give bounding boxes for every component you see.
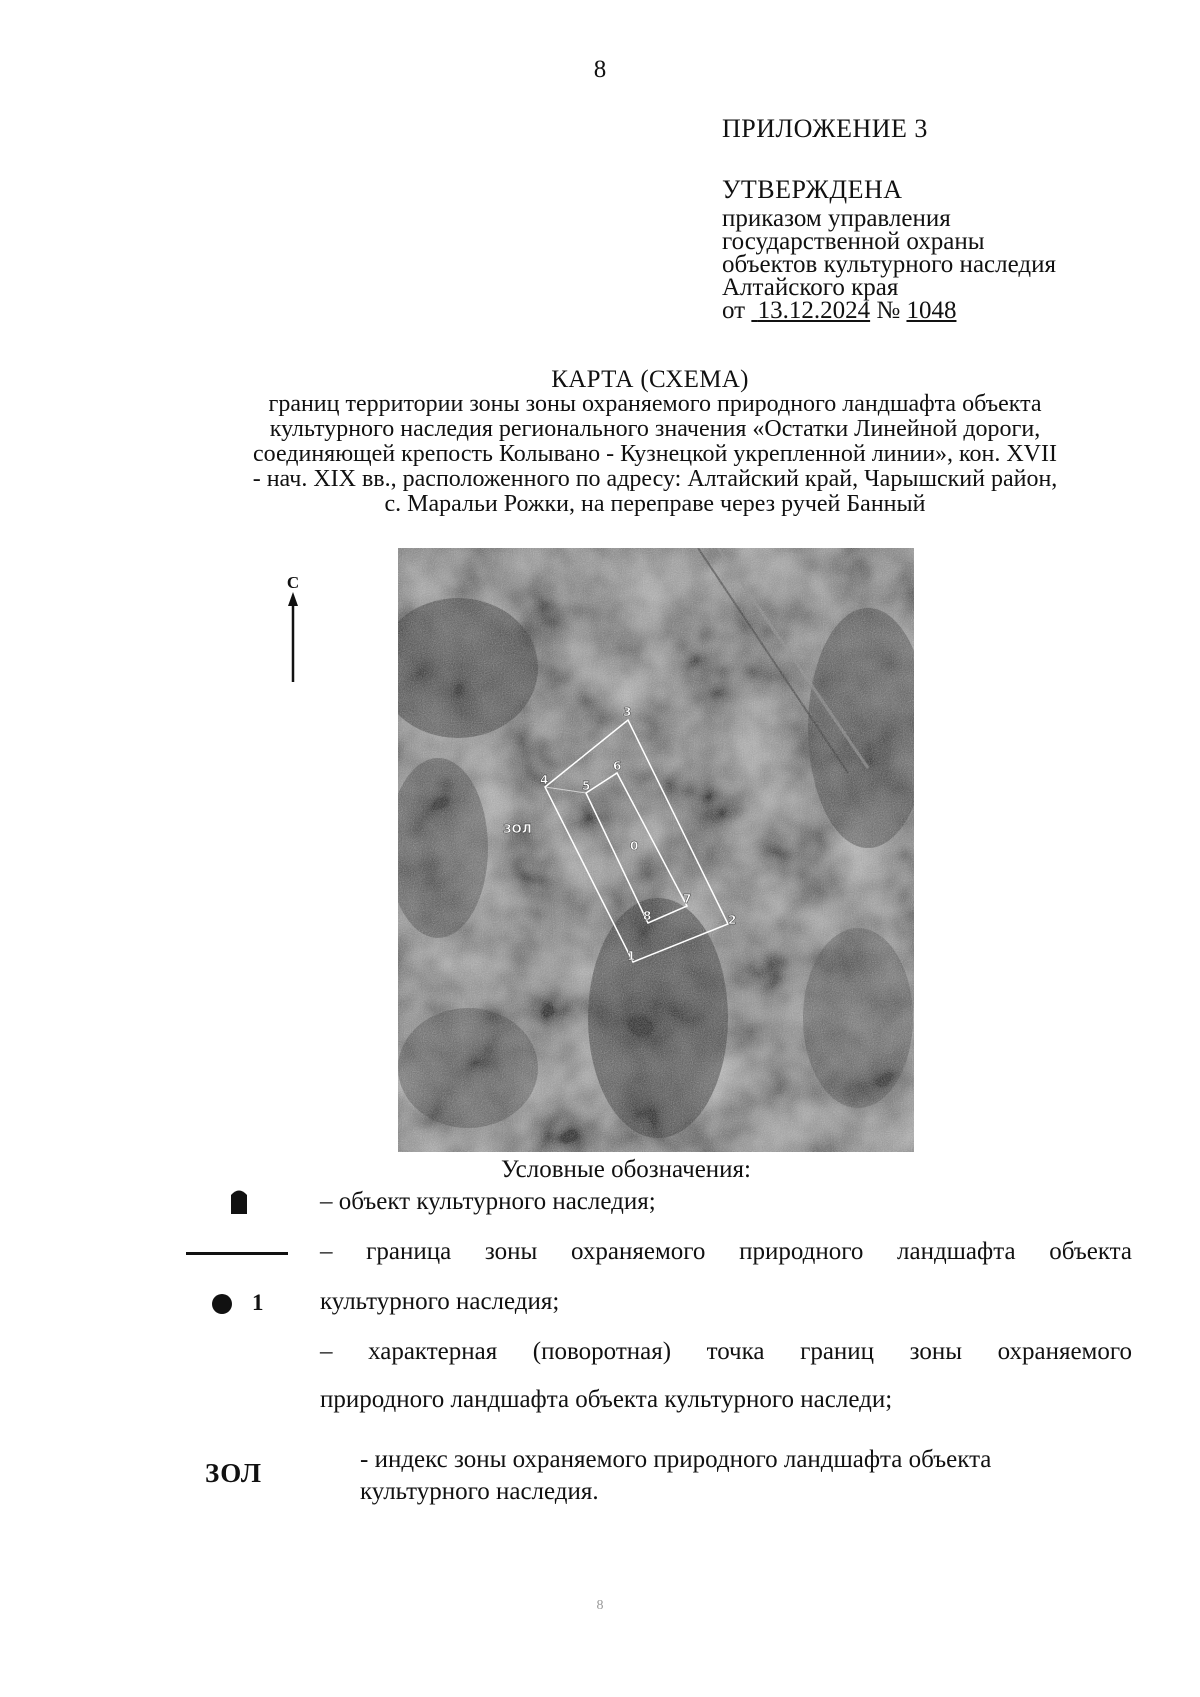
satellite-map (398, 548, 914, 1152)
approval-block (722, 175, 1056, 324)
approval-line: государственной охраны (722, 228, 985, 255)
legend-object-text: – объект культурного наследия; (320, 1188, 656, 1215)
approval-date: 13.12.2024 (757, 297, 871, 324)
point-label-1: 1 (627, 949, 636, 963)
approval-line: Алтайского края (722, 274, 899, 301)
subtitle-line: - нач. XIX вв., расположенного по адресу: Алтайский край, Чарышский район, (252, 466, 1058, 492)
legend-title: Условные обозначения: (500, 1156, 752, 1183)
point-label-3: 3 (623, 705, 632, 719)
turning-point-dot-icon (212, 1294, 232, 1314)
annex-heading: ПРИЛОЖЕНИЕ 3 (722, 114, 928, 143)
legend-point-text: – характерная (поворотная) точка границ зоны охраняемого (320, 1338, 1132, 1365)
subtitle-line: границ территории зоны зоны охраняемого природного ландшафта объекта (268, 391, 1042, 417)
point-label-4: 4 (540, 773, 549, 787)
approval-line: приказом управления (722, 205, 951, 232)
number-prefix: № (876, 297, 901, 324)
map-subtitle (175, 392, 1135, 517)
map-title: КАРТА (СХЕМА) (551, 366, 749, 393)
approval-line: объектов культурного наследия (722, 251, 1056, 278)
point-label-6: 6 (613, 759, 622, 773)
north-arrow (278, 574, 308, 684)
subtitle-line: соединяющей крепость Колывано - Кузнецкой укрепленной линии», кон. XVII (253, 441, 1057, 467)
legend-zol-text-cont: культурного наследия. (360, 1478, 599, 1505)
object-label: 0 (630, 839, 639, 853)
north-label: С (286, 574, 300, 592)
zol-index-symbol: ЗОЛ (205, 1458, 263, 1488)
point-label-5: 5 (582, 779, 591, 793)
point-label-2: 2 (728, 913, 737, 927)
footer-mark: 8 (596, 1598, 604, 1613)
object-symbol-icon (228, 1186, 250, 1214)
legend-zol-text: - индекс зоны охраняемого природного ландшафта объекта (360, 1446, 992, 1473)
legend-point-text-cont: природного ландшафта объекта культурного наследи; (320, 1386, 893, 1413)
zone-label: ЗОЛ (503, 822, 532, 836)
legend-boundary-text-cont: культурного наследия; (320, 1288, 560, 1315)
approval-date-line (722, 299, 1056, 322)
page-number: 8 (593, 56, 607, 83)
turning-point-symbol-number: 1 (252, 1290, 264, 1315)
subtitle-line: культурного наследия регионального значения «Остатки Линейной дороги, (269, 416, 1041, 442)
approval-number: 1048 (906, 297, 957, 324)
date-prefix: от (722, 297, 746, 324)
point-label-7: 7 (683, 892, 692, 906)
subtitle-line: с. Маральи Рожки, на переправе через ручей Банный (384, 491, 926, 517)
approval-heading: УТВЕРЖДЕНА (722, 175, 903, 204)
legend-boundary-text: – граница зоны охраняемого природного ландшафта объекта (320, 1238, 1132, 1265)
boundary-line-symbol (186, 1252, 288, 1255)
point-label-8: 8 (643, 909, 652, 923)
